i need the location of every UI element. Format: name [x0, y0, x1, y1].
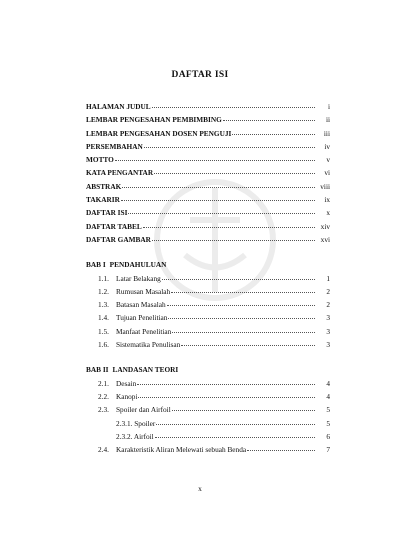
dot-leader — [144, 147, 315, 148]
dot-leader — [121, 200, 315, 201]
entry-page-number: xvi — [320, 234, 330, 244]
entry-label: 2.3.2. Airfoil — [116, 431, 154, 441]
entry-page-number: v — [326, 155, 330, 165]
dot-leader — [152, 107, 315, 108]
entry-label: DAFTAR TABEL — [86, 221, 142, 231]
section-number: 1.6. — [98, 340, 109, 350]
entry-page-number: viii — [320, 181, 330, 191]
chapter-title: PENDAHULUAN — [109, 260, 167, 270]
table-of-contents — [86, 102, 330, 458]
section-entry[interactable] — [86, 379, 330, 392]
front-matter-entry[interactable] — [86, 102, 330, 115]
entry-page-number: 3 — [326, 340, 330, 350]
chapter-title: LANDASAN TEORI — [112, 365, 179, 375]
section-number: 2.1. — [98, 378, 109, 388]
entry-label: PERSEMBAHAN — [86, 141, 143, 151]
section-number: 2.4. — [98, 445, 109, 455]
entry-page-number: 1 — [326, 273, 330, 283]
section-entry[interactable] — [86, 327, 330, 340]
section-entry[interactable] — [86, 300, 330, 313]
section-number: 1.3. — [98, 300, 109, 310]
dot-leader — [162, 279, 315, 280]
entry-page-number: 2 — [326, 286, 330, 296]
entry-label: DAFTAR ISI — [86, 208, 128, 218]
entry-label: ABSTRAK — [86, 181, 122, 191]
entry-label: DAFTAR GAMBAR — [86, 234, 151, 244]
section-number: 1.4. — [98, 313, 109, 323]
section-number: 1.1. — [98, 273, 109, 283]
chapter-heading[interactable] — [86, 365, 330, 378]
dot-leader — [152, 240, 315, 241]
section-entry[interactable] — [86, 274, 330, 287]
entry-label: LEMBAR PENGESAHAN PEMBIMBING — [86, 115, 222, 125]
dot-leader — [172, 410, 315, 411]
entry-label: LEMBAR PENGESAHAN DOSEN PENGUJI — [86, 128, 232, 138]
dot-leader — [223, 120, 315, 121]
front-matter-entry[interactable] — [86, 222, 330, 235]
dot-leader — [181, 345, 315, 346]
entry-page-number: 7 — [326, 445, 330, 455]
front-matter-entry[interactable] — [86, 195, 330, 208]
section-number: 1.5. — [98, 326, 109, 336]
dot-leader — [168, 318, 315, 319]
entry-label: Desain — [116, 378, 137, 388]
section-entry[interactable] — [86, 419, 330, 432]
section-entry[interactable] — [86, 340, 330, 353]
entry-label: Tujuan Penelitian — [116, 313, 168, 323]
entry-page-number: 3 — [326, 326, 330, 336]
dot-leader — [156, 424, 315, 425]
page-title: DAFTAR ISI — [171, 70, 229, 80]
dot-leader — [155, 437, 315, 438]
entry-label: Sistematika Penulisan — [116, 340, 181, 350]
entry-page-number: ix — [324, 195, 330, 205]
dot-leader — [143, 227, 315, 228]
entry-page-number: i — [327, 102, 330, 111]
front-matter-entry[interactable] — [86, 155, 330, 168]
entry-label: Rumusan Masalah — [116, 286, 171, 296]
entry-page-number: iii — [323, 128, 330, 138]
section-entry[interactable] — [86, 432, 330, 445]
dot-leader — [232, 134, 315, 135]
front-matter-entry[interactable] — [86, 168, 330, 181]
section-entry[interactable] — [86, 445, 330, 458]
entry-page-number: x — [326, 208, 330, 218]
entry-label: Kanopi — [116, 391, 138, 401]
entry-page-number: ii — [325, 115, 330, 125]
entry-page-number: 4 — [326, 378, 330, 388]
section-number: 1.2. — [98, 286, 109, 296]
section-entry[interactable] — [86, 287, 330, 300]
entry-label: KATA PENGANTAR — [86, 168, 154, 178]
entry-label: HALAMAN JUDUL — [86, 102, 151, 111]
front-matter-entry[interactable] — [86, 115, 330, 128]
entry-page-number: 5 — [326, 405, 330, 415]
dot-leader — [122, 187, 315, 188]
entry-label: 2.3.1. Spoiler — [116, 418, 156, 428]
entry-label: Latar Belakang — [116, 273, 161, 283]
page-number: x — [198, 484, 202, 493]
section-number: 2.3. — [98, 405, 109, 415]
section-number: 2.2. — [98, 391, 109, 401]
front-matter-entry[interactable] — [86, 235, 330, 248]
chapter-heading[interactable] — [86, 260, 330, 273]
front-matter-entry[interactable] — [86, 142, 330, 155]
entry-label: Spoiler dan Airfoil — [116, 405, 171, 415]
dot-leader — [138, 397, 315, 398]
dot-leader — [128, 213, 315, 214]
dot-leader — [247, 450, 315, 451]
section-entry[interactable] — [86, 405, 330, 418]
entry-page-number: 3 — [326, 313, 330, 323]
entry-label: MOTTO — [86, 155, 114, 165]
front-matter-entry[interactable] — [86, 129, 330, 142]
dot-leader — [115, 160, 315, 161]
dot-leader — [154, 173, 315, 174]
entry-page-number: 6 — [326, 431, 330, 441]
section-entry[interactable] — [86, 392, 330, 405]
dot-leader — [167, 305, 315, 306]
dot-leader — [137, 384, 315, 385]
entry-page-number: 5 — [326, 418, 330, 428]
entry-label: Karakteristik Aliran Melewati sebuah Benda — [116, 445, 247, 455]
front-matter-entry[interactable] — [86, 182, 330, 195]
entry-page-number: iv — [324, 141, 330, 151]
entry-page-number: vi — [324, 168, 330, 178]
chapter-number: BAB I — [86, 260, 106, 270]
entry-page-number: xiv — [320, 221, 330, 231]
entry-label: TAKARIR — [86, 195, 120, 205]
chapter-number: BAB II — [86, 365, 109, 375]
front-matter-entry[interactable] — [86, 208, 330, 221]
entry-label: Batasan Masalah — [116, 300, 166, 310]
entry-label: Manfaat Penelitian — [116, 326, 172, 336]
section-entry[interactable] — [86, 313, 330, 326]
entry-page-number: 2 — [326, 300, 330, 310]
dot-leader — [172, 332, 315, 333]
dot-leader — [171, 292, 315, 293]
entry-page-number: 4 — [326, 391, 330, 401]
